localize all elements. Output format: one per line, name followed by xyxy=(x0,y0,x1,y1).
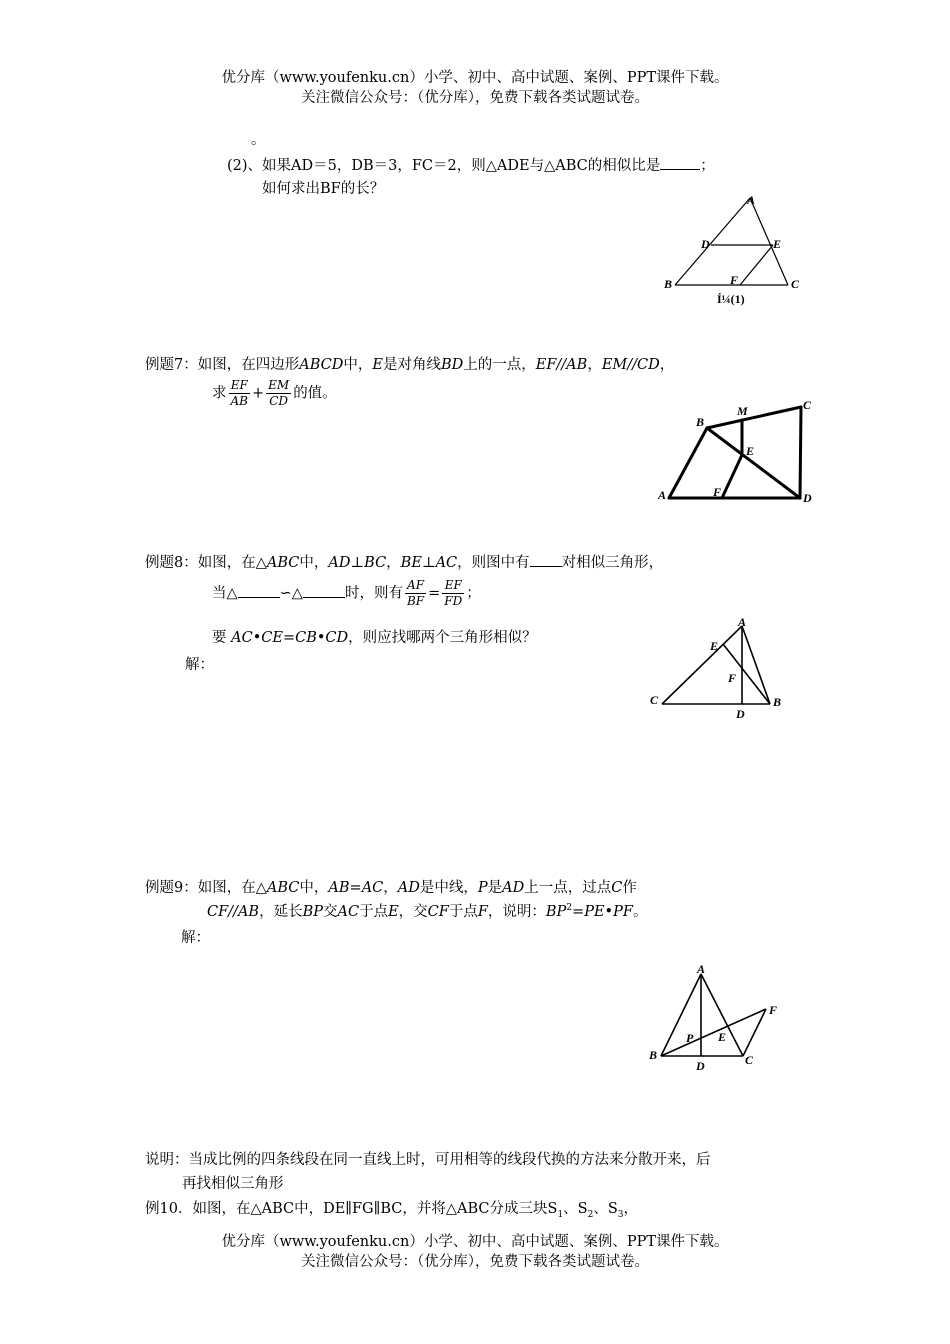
ex10-line xyxy=(145,1197,638,1220)
ex9-text: 中， xyxy=(299,880,329,896)
ex9-line-1 xyxy=(145,876,637,897)
ex9-var: ABC xyxy=(266,880,300,896)
ex7-title: 例题7： xyxy=(145,357,198,373)
ex8-var: ABC xyxy=(266,555,300,571)
ex8-title: 例题8： xyxy=(145,555,198,571)
fig7-label-b: B xyxy=(696,415,705,429)
ex9-var: PF xyxy=(613,904,633,920)
ex9-var: AD xyxy=(502,880,525,896)
ex8-text: 时，则有 xyxy=(344,585,403,602)
ex8-text: 当△ xyxy=(212,585,238,602)
ex8-text: ⊥ xyxy=(421,555,436,571)
ex7-parallel: // xyxy=(627,357,638,373)
ex9-var: P xyxy=(477,880,488,896)
ex7-var: BD xyxy=(440,357,464,373)
ex8-text: ∽△ xyxy=(279,585,303,602)
fig9-label-f: F xyxy=(769,1003,778,1017)
ex8-triangle-blank-1[interactable] xyxy=(238,583,280,598)
ex8-var: BC xyxy=(364,555,387,571)
fig7-label-c: C xyxy=(803,398,812,412)
fig1-label-e: E xyxy=(773,237,782,251)
plus-sign: + xyxy=(251,385,265,402)
ex9-dot: • xyxy=(604,904,614,920)
ex9-text: ，说明： xyxy=(487,904,546,920)
ex8-triangle-blank-2[interactable] xyxy=(303,583,345,598)
ex8-line-3 xyxy=(212,626,537,647)
q2-line-2: 如何求出BF的长？ xyxy=(262,181,385,197)
ex7-var: EF xyxy=(535,357,557,373)
ex9-var: AB xyxy=(328,880,350,896)
fraction-denominator: BF xyxy=(406,594,425,608)
fig9-label-b: B xyxy=(649,1048,658,1062)
ex9-text: 如图，在△ xyxy=(197,880,267,896)
ex9-text: ， xyxy=(383,880,398,896)
ex8-text: ，则图中有 xyxy=(457,555,530,571)
fig8-label-e: E xyxy=(710,639,719,653)
fig9-segment-cf xyxy=(743,1009,766,1056)
fig1-label-d: D xyxy=(701,237,710,251)
ex9-text: 上一点，过点 xyxy=(524,880,612,896)
ex8-text: ⊥ xyxy=(350,555,365,571)
ex8-text: ，则应找哪两个三角形相似？ xyxy=(348,630,537,646)
fig1-side-ac xyxy=(750,198,788,285)
q2-text-end: ； xyxy=(700,158,715,174)
top-dot: 。 xyxy=(251,132,266,148)
fig8-label-a: A xyxy=(738,615,747,629)
ex10-text: 例10．如图，在△ABC中，DE∥FG∥BC，并将△ABC分成三块S xyxy=(145,1201,558,1217)
ex8-text: ， xyxy=(386,555,401,571)
ex8-line-1 xyxy=(145,551,663,572)
fig1-label-c: C xyxy=(791,277,800,291)
ex7-line-1 xyxy=(145,353,674,374)
ex9-text: 交 xyxy=(323,904,338,920)
ex9-var: AC xyxy=(361,880,384,896)
ex8-var: CD xyxy=(325,630,349,646)
ex8-text: 对相似三角形， xyxy=(561,555,664,571)
q2-answer-blank[interactable] xyxy=(660,155,700,170)
fig8-label-b: B xyxy=(773,695,782,709)
ex8-text: = xyxy=(282,630,296,646)
ex7-text: ， xyxy=(587,357,602,373)
ex7-text: 的值。 xyxy=(293,385,337,402)
ex9-text: ，延长 xyxy=(259,904,303,920)
ex9-title: 例题9： xyxy=(145,880,198,896)
ex8-var: AC xyxy=(231,630,253,646)
fig1-caption: Í¼(1) xyxy=(717,292,745,306)
ex8-fraction-af-bf xyxy=(405,578,426,609)
equals-sign: = xyxy=(428,585,441,602)
ex9-text: 是 xyxy=(487,880,503,896)
fig8-label-d: D xyxy=(736,707,745,721)
ex9-text: 。 xyxy=(632,904,648,920)
ex7-text: 中， xyxy=(343,357,373,373)
ex8-text: ； xyxy=(466,585,481,602)
fig9-label-c: C xyxy=(745,1053,754,1067)
ex9-var: BP xyxy=(302,904,323,920)
header-line-1: 优分库（www.youfenku.cn）小学、初中、高中试题、案例、PPT课件下载。 xyxy=(221,70,729,86)
ex7-var: ABCD xyxy=(299,357,344,373)
ex9-var: AD xyxy=(397,880,420,896)
ex10-subscript: 1 xyxy=(557,1209,564,1220)
fig1-segment-ef xyxy=(740,245,773,285)
ex8-var: CE xyxy=(261,630,283,646)
fig8-side-ca xyxy=(662,626,742,704)
ex9-var: C xyxy=(611,880,623,896)
fig7-label-a: A xyxy=(658,488,667,502)
ex9-parallel: // xyxy=(228,904,238,920)
ex7-text: 是对角线 xyxy=(382,357,441,373)
fig9-label-d: D xyxy=(696,1059,705,1073)
fig9-label-a: A xyxy=(697,962,706,976)
fig7-side-ab xyxy=(669,428,707,498)
fraction-numerator: EF xyxy=(229,378,250,394)
fig1-label-a: A xyxy=(747,193,756,207)
fraction-denominator: FD xyxy=(444,594,463,608)
figure-8-triangle xyxy=(648,612,798,724)
fig1-side-ab xyxy=(675,198,750,285)
fraction-numerator: EF xyxy=(442,578,464,594)
fraction-denominator: AB xyxy=(230,394,248,408)
ex9-var: AC xyxy=(337,904,360,920)
header-line-2: 关注微信公众号：（优分库），免费下载各类试题试卷。 xyxy=(301,90,649,106)
ex8-answer-label: 解： xyxy=(185,657,214,673)
fraction-denominator: CD xyxy=(269,394,289,408)
ex8-fraction-ef-fd xyxy=(442,578,464,609)
ex9-var: AB xyxy=(237,904,260,920)
fig8-label-c: C xyxy=(650,693,659,707)
ex8-dot: • xyxy=(252,630,262,646)
ex7-line-2 xyxy=(212,378,337,409)
ex9-var: BP xyxy=(545,904,567,920)
ex8-line-2 xyxy=(212,578,481,609)
ex7-fraction-ef-ab xyxy=(229,378,250,409)
ex8-var: AD xyxy=(328,555,351,571)
footer-line-1: 优分库（www.youfenku.cn）小学、初中、高中试题、案例、PPT课件下载。 xyxy=(221,1234,729,1250)
figure-9-triangle xyxy=(645,960,795,1075)
fig7-label-f: F xyxy=(713,485,722,499)
fig7-side-bc xyxy=(707,407,801,428)
ex7-parallel: // xyxy=(556,357,567,373)
ex10-text: 、S xyxy=(593,1201,618,1217)
fig9-label-e: E xyxy=(718,1030,727,1044)
figure-7-quadrilateral xyxy=(655,398,820,508)
fig8-side-ab xyxy=(742,626,770,704)
ex7-var: CD xyxy=(637,357,660,373)
fig9-label-p: P xyxy=(686,1031,694,1045)
ex10-subscript: 2 xyxy=(587,1209,594,1220)
figure-1-triangle xyxy=(655,190,805,310)
fig7-label-m: M xyxy=(737,404,748,418)
ex9-text: = xyxy=(349,880,362,896)
fig7-segment-ef xyxy=(722,455,742,498)
fig1-label-b: B xyxy=(664,277,673,291)
ex9-text: 于点 xyxy=(448,904,478,920)
ex7-text: 上的一点， xyxy=(463,357,536,373)
fraction-numerator: AF xyxy=(405,578,426,594)
ex9-text: 是中线， xyxy=(419,880,478,896)
ex10-subscript: 3 xyxy=(617,1209,624,1220)
ex10-text: ， xyxy=(623,1201,639,1217)
ex8-dot: • xyxy=(316,630,326,646)
ex8-text: 要 xyxy=(212,630,232,646)
ex8-text: 如图，在△ xyxy=(197,555,267,571)
q2-text: (2)、如果AD＝5，DB＝3，FC＝2，则△ADE与△ABC的相似比是 xyxy=(227,158,661,174)
ex7-fraction-em-cd xyxy=(266,378,291,409)
fig9-side-ab xyxy=(661,974,701,1056)
ex9-var: F xyxy=(477,904,488,920)
ex7-var: E xyxy=(372,357,383,373)
note-line-2: 再找相似三角形 xyxy=(182,1176,284,1192)
ex7-text: ， xyxy=(659,357,675,373)
fig1-label-f: F xyxy=(730,273,739,287)
fig8-label-f: F xyxy=(728,671,737,685)
ex7-text: 如图，在四边形 xyxy=(197,357,300,373)
fraction-numerator: EM xyxy=(268,378,290,392)
ex7-var: EM xyxy=(601,357,628,373)
footer-line-2: 关注微信公众号：（优分库），免费下载各类试题试卷。 xyxy=(301,1254,649,1270)
ex7-text: 求 xyxy=(212,385,227,402)
ex7-var: AB xyxy=(566,357,588,373)
ex9-line-2 xyxy=(207,900,647,921)
q2-line-1 xyxy=(227,154,715,175)
ex8-var: BE xyxy=(400,555,422,571)
ex9-text: 于点 xyxy=(359,904,389,920)
fig9-segment-bf xyxy=(661,1009,766,1056)
ex8-var: AC xyxy=(435,555,458,571)
ex9-text: ，交 xyxy=(398,904,428,920)
ex9-var: E xyxy=(388,904,399,920)
ex9-var: CF xyxy=(207,904,229,920)
note-line-1: 说明：当成比例的四条线段在同一直线上时，可用相等的线段代换的方法来分散开来，后 xyxy=(145,1152,711,1168)
ex9-text: 作 xyxy=(622,880,637,896)
fig7-label-e: E xyxy=(746,444,755,458)
fig7-label-d: D xyxy=(803,491,812,505)
ex9-var: CF xyxy=(427,904,449,920)
ex9-var: PE xyxy=(584,904,605,920)
ex9-exponent: 2 xyxy=(566,903,573,914)
ex10-text: 、S xyxy=(563,1201,588,1217)
ex9-text: = xyxy=(572,904,585,920)
ex8-count-blank[interactable] xyxy=(530,552,562,567)
ex8-var: CB xyxy=(295,630,317,646)
ex8-text: 中， xyxy=(299,555,329,571)
fig7-side-cd xyxy=(800,407,801,498)
ex9-answer-label: 解： xyxy=(181,930,210,946)
